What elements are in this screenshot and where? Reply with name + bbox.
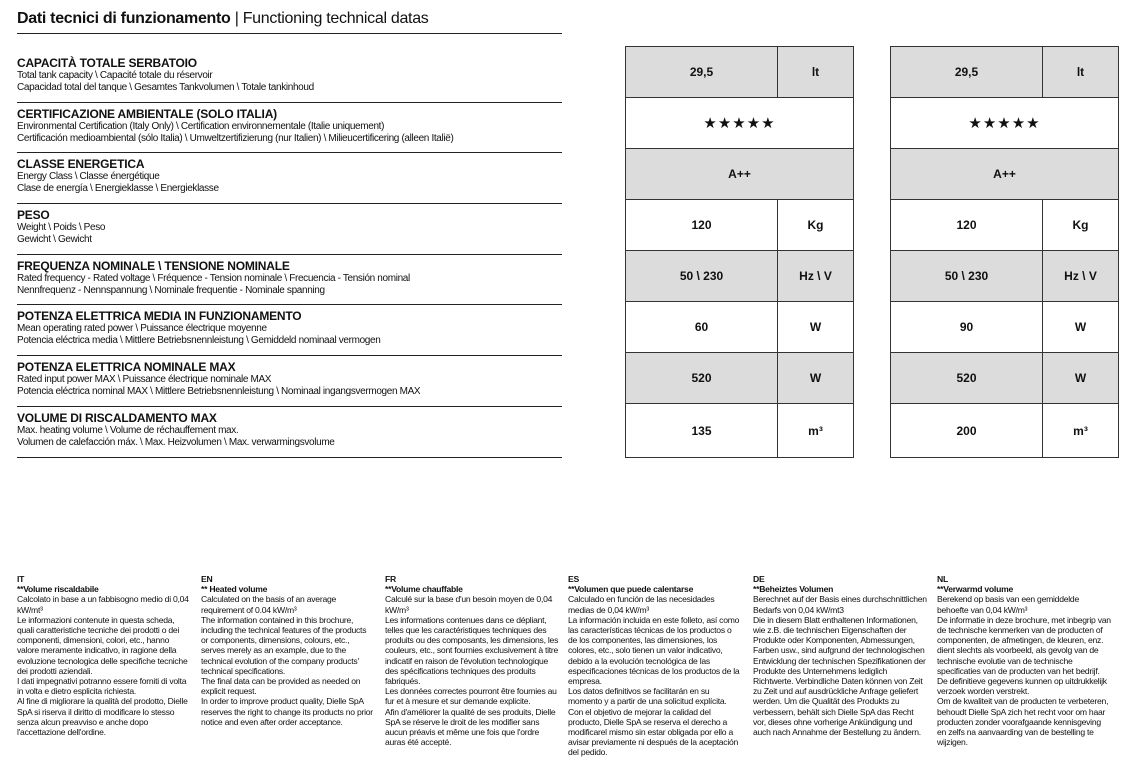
- spec-heading: VOLUME DI RISCALDAMENTO MAX: [17, 410, 217, 425]
- title-italian: Dati tecnici di funzionamento: [17, 10, 231, 27]
- spec-subtitle: Potencia eléctrica nominal MAX \ Mittlere Betriebsnennleistung \ Nominaal ingangsvermogen MAX: [17, 386, 421, 398]
- unit-cell: m³: [1073, 423, 1088, 438]
- note-text: Die in diesem Blatt enthaltenen Informationen, wie z.B. die technischen Eigenschaften der Produkte oder Komponenten, Abmessungen, Farben usw., sind aufgrund der technologischen Entwicklung der technischen Spezifikationen der Produkte des Unternehmens lediglich Richtwerte. Verbindliche Daten können von Zeit zu Zeit und auf ausdrückliche Anfrage geliefert werden. Um die Qualität des Produkts zu verbessern, behält sich Dielle SpA das Recht vor, dieses ohne vorherige Ankündigung und auch nach Annahme der Bestellung zu ändern.: [753, 614, 926, 738]
- spec-heading: POTENZA ELETTRICA MEDIA IN FUNZIONAMENTO: [17, 309, 302, 324]
- note-text: In order to improve product quality, Dielle SpA reserves the right to change its products no prior notice and even after order acceptance.: [201, 696, 373, 727]
- note-heading: ** Heated volume: [201, 584, 268, 595]
- unit-cell: Hz \ V: [799, 269, 832, 283]
- note-french: [385, 574, 559, 747]
- note-text: Berechnet auf der Basis eines durchschnittlichen Bedarfs von 0,04 kW/mt3: [753, 594, 927, 615]
- note-language: FR: [385, 574, 396, 584]
- table-row: [626, 251, 853, 302]
- unit-cell: m³: [808, 423, 823, 438]
- value-cell: 60: [626, 302, 778, 352]
- page-title: [17, 10, 429, 28]
- note-heading: **Verwarmd volume: [937, 584, 1013, 595]
- note-language: DE: [753, 574, 765, 584]
- table-row: [626, 353, 853, 404]
- spec-heading: CAPACITÀ TOTALE SERBATOIO: [17, 56, 197, 70]
- note-heading: **Volume chauffable: [385, 584, 463, 595]
- note-text: Berekend op basis van een gemiddelde behoefte van 0,04 kW/m³: [937, 594, 1079, 615]
- note-text: The information contained in this brochure, including the technical features of the products or components, dimensions, colours, etc., serves merely as an example, due to the technical evolution of the company products' technical specifications.: [201, 614, 367, 676]
- spec-row-heating-volume: [17, 407, 562, 458]
- spec-subtitle: Volumen de calefacción máx. \ Max. Heizvolumen \ Max. verwarmingsvolume: [17, 436, 335, 448]
- spec-row-mean-power: [17, 305, 562, 356]
- value-cell: 120: [891, 200, 1043, 250]
- spec-heading: PESO: [17, 208, 50, 223]
- unit-cell: W: [809, 320, 822, 334]
- note-heading: **Beheiztes Volumen: [753, 584, 834, 595]
- note-text: Los datos definitivos se facilitarán en su momento y a partir de una solicitud explícita.: [568, 686, 727, 707]
- energy-class-cell: A++: [728, 167, 751, 181]
- note-language: IT: [17, 574, 25, 584]
- value-cell: 520: [891, 353, 1043, 403]
- note-heading: **Volumen que puede calentarse: [568, 584, 694, 595]
- star-rating: ★★★★★: [703, 115, 776, 132]
- note-text: Afin d'améliorer la qualité de ses produits, Dielle SpA se réserve le droit de les modifier sans aucun préavis et même une fois que l'ordre auras été accepté.: [385, 706, 556, 748]
- value-cell: 135: [626, 404, 778, 457]
- values-table-left: [625, 46, 854, 458]
- values-table-right: [890, 46, 1119, 458]
- value-cell: 29,5: [626, 47, 778, 97]
- title-english: Functioning technical datas: [242, 10, 429, 27]
- note-spanish: [568, 574, 742, 758]
- note-language: EN: [201, 574, 213, 584]
- note-italian: [17, 574, 191, 737]
- note-text: Les données correctes pourront être fournies au fur et à mesure et sur demande explicite.: [385, 686, 557, 707]
- spec-heading: POTENZA ELETTRICA NOMINALE MAX: [17, 360, 236, 375]
- spec-subtitle: Total tank capacity \ Capacité totale du réservoir: [17, 70, 213, 81]
- note-text: Al fine di migliorare la qualità del prodotto, Dielle SpA si riserva il diritto di modificare lo stesso senza alcun preavviso e anche dopo l'accettazione dell'ordine.: [17, 696, 188, 738]
- spec-subtitle: Capacidad total del tanque \ Gesamtes Tankvolumen \ Totale tankinhoud: [17, 82, 314, 93]
- spec-labels: [17, 52, 562, 458]
- spec-subtitle: Mean operating rated power \ Puissance électrique moyenne: [17, 323, 267, 335]
- table-row: [626, 149, 853, 200]
- spec-subtitle: Weight \ Poids \ Peso: [17, 222, 106, 234]
- value-cell: 50 \ 230: [891, 251, 1043, 301]
- value-cell: 90: [891, 302, 1043, 352]
- table-row: [891, 353, 1118, 404]
- note-text: Calculado en función de las necesidades medias de 0,04 kW/m³: [568, 594, 715, 615]
- table-row: [626, 404, 853, 457]
- unit-cell: Kg: [1072, 218, 1089, 232]
- note-text: Le informazioni contenute in questa scheda, quali caratteristiche tecniche dei prodotti o dei componenti, dimensioni, colori, etc., hanno valore meramente indicativo, in ragione della evoluzione tecnologica delle specifiche tecniche dei prodotti aziendali.: [17, 614, 188, 676]
- spec-heading: CERTIFICAZIONE AMBIENTALE (SOLO ITALIA): [17, 106, 277, 121]
- note-text: Les informations contenues dans ce dépliant, telles que les caractéristiques techniques des produits ou des composants, les dimensions, les couleurs, etc., sont fournies exclusivement à titre indicatif en raison de l'évolution technologique des spécifications techniques des produits fabriqués.: [385, 614, 559, 687]
- spec-subtitle: Nennfrequenz - Nennspannung \ Nominale frequentie - Nominale spanning: [17, 284, 325, 296]
- star-rating: ★★★★★: [968, 115, 1041, 132]
- value-cell: 200: [891, 404, 1043, 457]
- table-row: [891, 200, 1118, 251]
- unit-cell: Hz \ V: [1064, 269, 1097, 283]
- value-cell: 120: [626, 200, 778, 250]
- note-text: De definitieve gegevens kunnen op uitdrukkelijk verzoek worden verstrekt.: [937, 676, 1107, 697]
- spec-row-frequency-voltage: [17, 255, 562, 306]
- spec-row-weight: [17, 204, 562, 255]
- spec-subtitle: Potencia eléctrica media \ Mittlere Betriebsnennleistung \ Gemiddeld nominaal vermogen: [17, 335, 381, 347]
- value-cell: 50 \ 230: [626, 251, 778, 301]
- energy-class-cell: A++: [993, 167, 1016, 181]
- unit-cell: W: [1074, 320, 1087, 334]
- spec-subtitle: Max. heating volume \ Volume de réchauffement max.: [17, 424, 239, 436]
- table-row: [891, 302, 1118, 353]
- title-rule: [17, 33, 562, 34]
- table-row: [891, 404, 1118, 457]
- spec-subtitle: Energy Class \ Classe énergétique: [17, 171, 160, 183]
- value-cell: 520: [626, 353, 778, 403]
- value-cell: 29,5: [891, 47, 1043, 97]
- spec-row-tank-capacity: [17, 52, 562, 103]
- table-row: [626, 302, 853, 353]
- spec-row-energy-class: [17, 153, 562, 204]
- table-row: [891, 47, 1118, 98]
- title-separator: |: [230, 10, 243, 27]
- note-german: [753, 574, 927, 737]
- spec-heading: FREQUENZA NOMINALE \ TENSIONE NOMINALE: [17, 258, 290, 273]
- note-english: [201, 574, 375, 727]
- note-heading: **Volume riscaldabile: [17, 584, 99, 595]
- note-text: The final data can be provided as needed on explicit request.: [201, 676, 361, 697]
- note-language: ES: [568, 574, 579, 584]
- note-text: De informatie in deze brochure, met inbegrip van de technische kenmerken van de producten of componenten, de afmetingen, de kleuren, enz. dient slechts als voorbeeld, als gevolg van de technische evolutie van de technische specificaties van de producten van het bedrijf.: [937, 614, 1111, 676]
- note-text: La información incluida en este folleto, así como las características técnicas de los productos o de los componentes, las dimensiones, los colores, etc., solo tienen un valor indicativo, debido a la evolución tecnológica de las especificaciones técnicas de los productos de la empresa.: [568, 614, 740, 687]
- spec-row-max-power: [17, 356, 562, 407]
- spec-subtitle: Rated frequency - Rated voltage \ Fréquence - Tension nominale \ Frecuencia - Tensión nominal: [17, 272, 410, 284]
- spec-subtitle: Environmental Certification (Italy Only) \ Certification environnementale (Italie uniquement): [17, 120, 385, 132]
- note-text: Calculated on the basis of an average requirement of 0.04 kW/m³: [201, 594, 337, 615]
- spec-row-environmental-certification: [17, 103, 562, 154]
- note-text: Calculé sur la base d'un besoin moyen de 0,04 kW/m³: [385, 594, 553, 615]
- table-row: [891, 149, 1118, 200]
- unit-cell: lt: [1076, 65, 1085, 79]
- unit-cell: Kg: [807, 218, 824, 232]
- unit-cell: W: [1074, 371, 1087, 385]
- note-language: NL: [937, 574, 948, 584]
- table-row: [891, 98, 1118, 149]
- spec-subtitle: Gewicht \ Gewicht: [17, 234, 92, 246]
- spec-heading: CLASSE ENERGETICA: [17, 157, 145, 172]
- unit-cell: lt: [811, 65, 820, 79]
- note-text: Con el objetivo de mejorar la calidad del producto, Dielle SpA se reserva el derecho a modificarel mismo sin estar obligada por ello a avisar previamente ni después de la aceptación del pedido.: [568, 706, 739, 758]
- note-text: Calcolato in base a un fabbisogno medio di 0,04 kW/mt³: [17, 594, 189, 615]
- spec-subtitle: Certificación medioambiental (sólo Italia) \ Umweltzertifizierung (nur Italien) \ Milieucertificering (alleen Italië): [17, 132, 454, 144]
- table-row: [626, 47, 853, 98]
- note-text: I dati impegnativi potranno essere forniti di volta in volta e dietro esplicita richiesta.: [17, 676, 187, 697]
- unit-cell: W: [809, 371, 822, 385]
- note-dutch: [937, 574, 1111, 747]
- table-row: [626, 98, 853, 149]
- note-text: Om de kwaliteit van de producten te verbeteren, behoudt Dielle SpA zich het recht voor om haar producten zonder voorafgaande kennisgeving en zelfs na aanvaarding van de bestelling te wijzigen.: [937, 696, 1109, 748]
- spec-subtitle: Rated input power MAX \ Puissance électrique nominale MAX: [17, 374, 272, 386]
- spec-subtitle: Clase de energía \ Energieklasse \ Energieklasse: [17, 183, 219, 195]
- table-row: [626, 200, 853, 251]
- table-row: [891, 251, 1118, 302]
